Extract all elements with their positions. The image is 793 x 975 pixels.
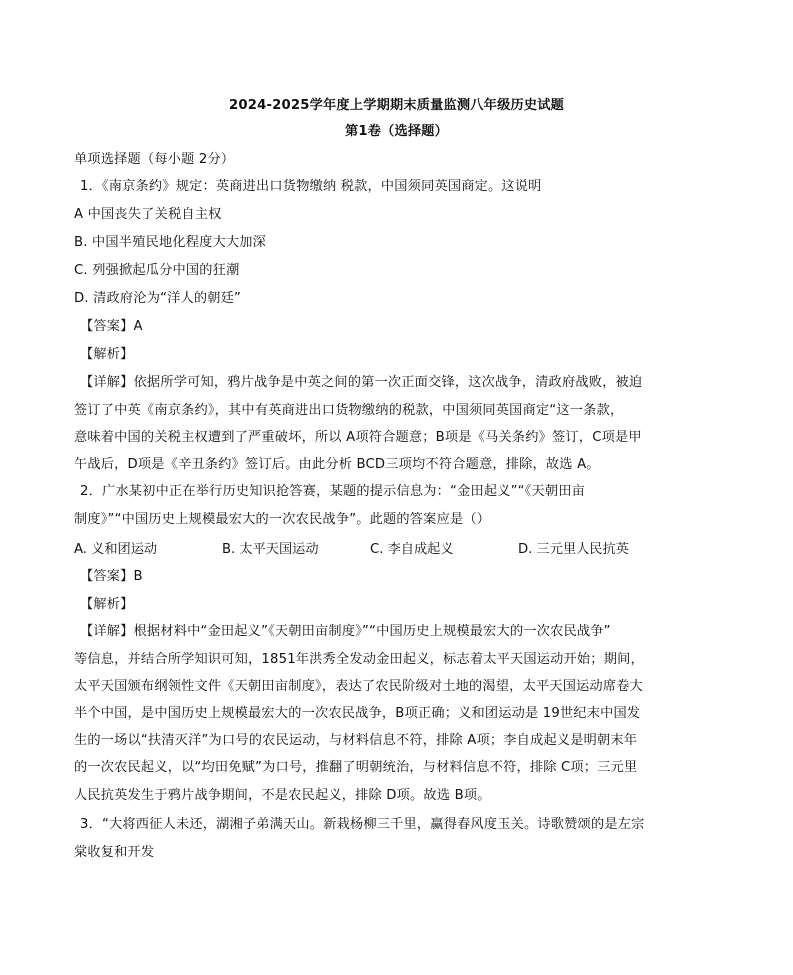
question-2-answer: 【答案】B [80, 569, 143, 584]
exam-title: 2024-2025学年度上学期期末质量监测八年级历史试题 [228, 98, 565, 113]
question-1-detail-line: 签订了中英《南京条约》，其中有英商进出口货物缴纳的税款，中国须同英国商定“这一条款， [74, 403, 624, 418]
question-1-option-a: A 中国丧失了关税自主权 [74, 207, 222, 222]
question-2-detail-line: 【详解】根据材料中“金田起义”《天朝田亩制度》”“中国历史上规模最宏大的一次农民战争” [80, 624, 611, 639]
question-1-stem: 1．《南京条约》规定：英商进出口货物缴纳 税款，中国须同英国商定。这说明 [80, 179, 542, 194]
question-3-stem-line: 3．“大将西征人未还，湖湘子弟满天山。新栽杨柳三千里，赢得春风度玉关。诗歌赞颂的是左宗 [80, 817, 645, 832]
question-2-option-c: C. 李自成起义 [370, 542, 454, 557]
question-1-option-b: B. 中国半殖民地化程度大大加深 [74, 235, 267, 250]
question-1-option-c: C. 列强掀起瓜分中国的狂潮 [74, 263, 240, 278]
question-1-analysis-label: 【解析】 [80, 347, 134, 362]
question-2-stem-line: 2．广水某初中正在举行历史知识抢答赛，某题的提示信息为：“金田起义”“《天朝田亩 [80, 484, 586, 499]
question-2-detail-line: 等信息，并结合所学知识可知，1851年洪秀全发动金田起义，标志着太平天国运动开始；期间， [74, 652, 644, 667]
question-1-option-d: D. 清政府沦为“洋人的朝廷” [74, 291, 242, 306]
question-2-detail-line: 太平天国颁布纲领性文件《天朝田亩制度》，表达了农民阶级对土地的渴望，太平天国运动席卷大 [74, 679, 644, 694]
section-heading: 单项选择题（每小题 2分） [74, 152, 235, 167]
question-1-detail-line: 午战后，D项是《辛丑条约》签订后。由此分析 BCD三项均不符合题意，排除，故选 A。 [74, 457, 600, 472]
question-2-option-a: A. 义和团运动 [74, 542, 158, 557]
question-1-answer: 【答案】A [80, 319, 143, 334]
question-2-detail-line: 人民抗英发生于鸦片战争期间，不是农民起义，排除 D项。故选 B项。 [74, 788, 491, 803]
question-2-detail-line: 的一次农民起义，以“均田免赋”为口号，推翻了明朝统治，与材料信息不符，排除 C项；三元里 [74, 760, 638, 775]
question-1-detail-line: 意味着中国的关税主权遭到了严重破坏，所以 A项符合题意；B项是《马关条约》签订，C项是甲 [74, 430, 642, 445]
question-2-detail-line: 半个中国，是中国历史上规模最宏大的一次农民战争，B项正确；义和团运动是 19世纪末中国发 [74, 706, 641, 721]
question-2-option-b: B. 太平天国运动 [222, 542, 319, 557]
question-2-stem-line: 制度》”“中国历史上规模最宏大的一次农民战争”。此题的答案应是（） [74, 512, 491, 527]
question-3-stem-line: 棠收复和开发 [74, 845, 155, 860]
question-1-detail-line: 【详解】依据所学可知，鸦片战争是中英之间的第一次正面交锋，这次战争，清政府战败，被迫 [80, 375, 643, 390]
question-2-detail-line: 生的一场以“扶清灭洋”为口号的农民运动，与材料信息不符，排除 A项；李自成起义是明朝末年 [74, 733, 638, 748]
volume-heading: 第1卷（选择题） [344, 124, 449, 139]
question-2-analysis-label: 【解析】 [80, 597, 134, 612]
question-2-option-d: D. 三元里人民抗英 [518, 542, 629, 557]
